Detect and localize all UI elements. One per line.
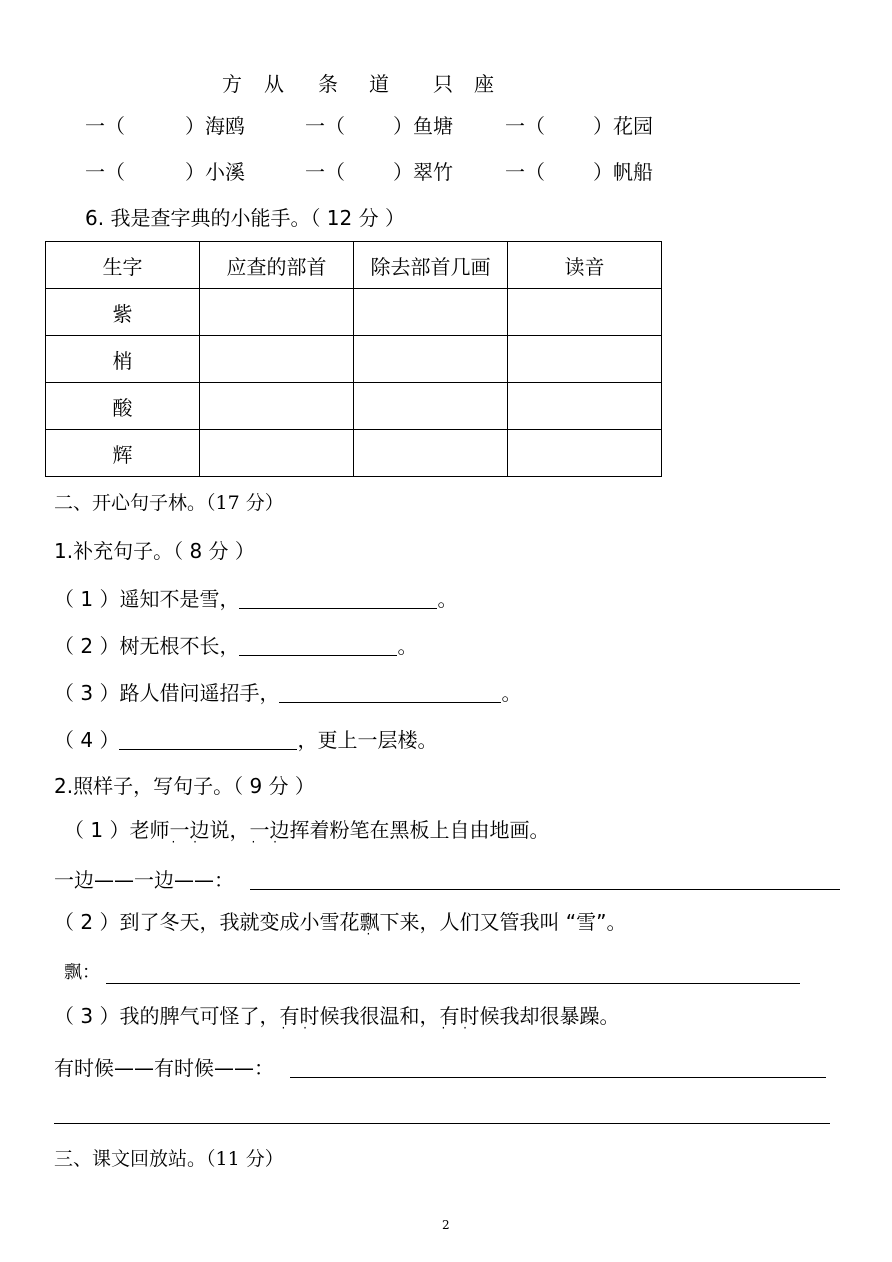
dictionary-table bbox=[45, 241, 662, 477]
sentence-prefix: （ 3 ）路人借问遥招手， bbox=[54, 681, 280, 705]
question-2-title: 2.照样子，写句子。（ 9 分 ） bbox=[54, 774, 315, 798]
example-text: （ 3 ）我的脾气可怪了， bbox=[54, 1004, 280, 1028]
emphasis-word: 有时候 · · bbox=[439, 1004, 499, 1028]
sentence-item bbox=[54, 683, 521, 703]
section-2-title: 二、开心句子林。（17 分） bbox=[54, 492, 284, 514]
fill-suffix: ）鱼塘 bbox=[393, 114, 453, 138]
word-bank-item: 从 bbox=[264, 72, 284, 96]
emphasis-word: 一边 · · bbox=[249, 818, 289, 842]
example-sentence bbox=[54, 1006, 619, 1026]
word-bank-item: 座 bbox=[474, 72, 494, 96]
question-6-title: 6. 我是查字典的小能手。（ 12 分 ） bbox=[85, 206, 405, 230]
writing-prompt: 有时候——有时候——： bbox=[54, 1056, 274, 1080]
answer-cell[interactable] bbox=[200, 383, 354, 430]
table-header: 除去部首几画 bbox=[354, 242, 508, 289]
example-text: 下来，人们又管我叫 “雪”。 bbox=[379, 910, 627, 934]
section-3-title: 三、课文回放站。（11 分） bbox=[54, 1148, 284, 1170]
answer-line[interactable] bbox=[106, 983, 800, 984]
writing-prompt: 飘： bbox=[64, 962, 100, 983]
sentence-suffix: 。 bbox=[501, 681, 522, 705]
writing-prompt: 一边——一边——： bbox=[54, 868, 234, 892]
word-bank-item: 道 bbox=[369, 72, 389, 96]
answer-cell[interactable] bbox=[200, 289, 354, 336]
answer-cell[interactable] bbox=[200, 336, 354, 383]
sentence-prefix: （ 1 ）遥知不是雪， bbox=[54, 587, 240, 611]
emphasis-word: 飘 bbox=[359, 910, 380, 934]
sentence-item bbox=[54, 589, 457, 609]
answer-cell[interactable] bbox=[200, 430, 354, 477]
word-bank-item: 条 bbox=[318, 72, 338, 96]
answer-blank[interactable] bbox=[279, 684, 501, 703]
word-bank-item: 只 bbox=[433, 72, 453, 96]
question-1-title: 1.补充句子。（ 8 分 ） bbox=[54, 539, 255, 563]
answer-cell[interactable] bbox=[508, 336, 662, 383]
fill-prefix: 一（ bbox=[305, 160, 345, 184]
sentence-item bbox=[54, 730, 437, 750]
fill-suffix: ）小溪 bbox=[185, 160, 245, 184]
example-text: 我却很暴躁。 bbox=[499, 1004, 620, 1028]
answer-line[interactable] bbox=[250, 889, 840, 890]
page-number: 2 bbox=[442, 1218, 450, 1232]
answer-blank[interactable] bbox=[239, 590, 437, 609]
character-cell: 梢 bbox=[46, 336, 200, 383]
sentence-suffix: 。 bbox=[437, 587, 458, 611]
example-text: 我很温和， bbox=[339, 1004, 440, 1028]
example-text: 说， bbox=[209, 818, 250, 842]
table-row bbox=[46, 289, 662, 336]
fill-prefix: 一（ bbox=[505, 160, 545, 184]
word-bank-item: 方 bbox=[222, 72, 242, 96]
fill-prefix: 一（ bbox=[305, 114, 345, 138]
character-cell: 酸 bbox=[46, 383, 200, 430]
emphasis-word: 有时候 · · bbox=[279, 1004, 339, 1028]
table-row bbox=[46, 383, 662, 430]
answer-blank[interactable] bbox=[239, 637, 397, 656]
table-row bbox=[46, 336, 662, 383]
character-cell: 辉 bbox=[46, 430, 200, 477]
table-header: 生字 bbox=[46, 242, 200, 289]
sentence-prefix: （ 2 ）树无根不长， bbox=[54, 634, 240, 658]
table-header-row bbox=[46, 242, 662, 289]
table-row bbox=[46, 430, 662, 477]
table-header: 应查的部首 bbox=[200, 242, 354, 289]
emphasis-word: 一边 · · bbox=[169, 818, 209, 842]
answer-cell[interactable] bbox=[354, 430, 508, 477]
character-cell: 紫 bbox=[46, 289, 200, 336]
example-sentence bbox=[64, 820, 549, 840]
fill-suffix: ）帆船 bbox=[593, 160, 653, 184]
fill-suffix: ）海鸥 bbox=[185, 114, 245, 138]
fill-prefix: 一（ bbox=[85, 160, 125, 184]
example-text: （ 2 ）到了冬天，我就变成小雪花 bbox=[54, 910, 360, 934]
answer-blank[interactable] bbox=[119, 731, 297, 750]
answer-cell[interactable] bbox=[354, 383, 508, 430]
fill-prefix: 一（ bbox=[505, 114, 545, 138]
answer-line[interactable] bbox=[54, 1123, 830, 1124]
sentence-item bbox=[54, 636, 417, 656]
answer-cell[interactable] bbox=[354, 336, 508, 383]
answer-cell[interactable] bbox=[508, 383, 662, 430]
answer-cell[interactable] bbox=[508, 289, 662, 336]
fill-suffix: ）翠竹 bbox=[393, 160, 453, 184]
answer-cell[interactable] bbox=[508, 430, 662, 477]
fill-suffix: ）花园 bbox=[593, 114, 653, 138]
example-text: 挥着粉笔在黑板上自由地画。 bbox=[289, 818, 550, 842]
sentence-suffix: ，更上一层楼。 bbox=[297, 728, 438, 752]
example-sentence bbox=[54, 912, 627, 932]
fill-prefix: 一（ bbox=[85, 114, 125, 138]
example-text: （ 1 ）老师 bbox=[64, 818, 170, 842]
table-header: 读音 bbox=[508, 242, 662, 289]
sentence-suffix: 。 bbox=[397, 634, 418, 658]
answer-line[interactable] bbox=[290, 1077, 826, 1078]
answer-cell[interactable] bbox=[354, 289, 508, 336]
sentence-prefix: （ 4 ） bbox=[54, 728, 120, 752]
